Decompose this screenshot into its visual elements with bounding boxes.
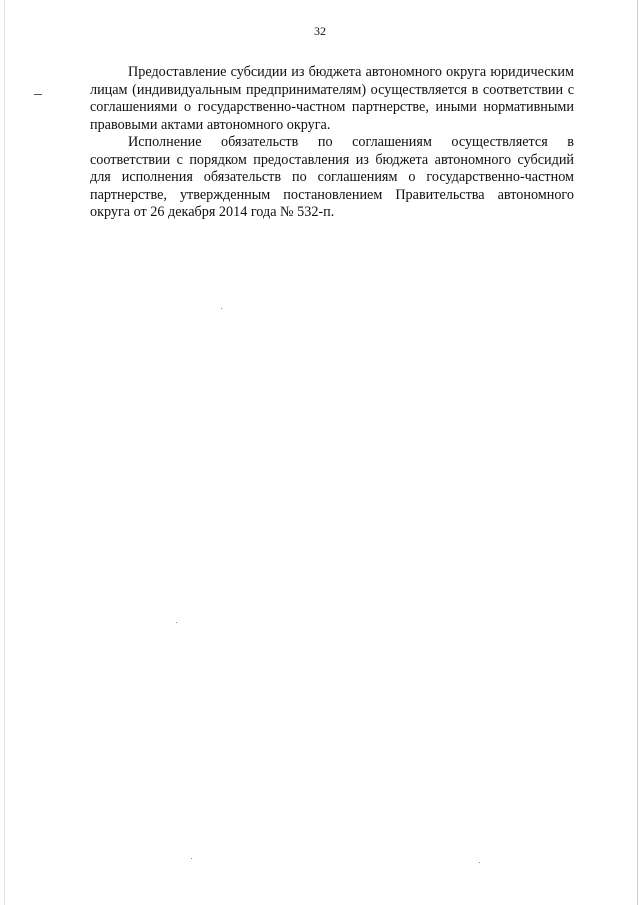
scan-speck <box>479 862 480 863</box>
scan-speck <box>221 308 222 309</box>
page-number: 32 <box>314 24 326 38</box>
paragraph-obligations-fulfillment: Исполнение обязательств по соглашениям осуществляется в соответствии с порядком предоставления из бюджета автономного субсидий для исполнения обязательств по соглашениям о государственно-частном партнерстве, утвержденным постановлением Правительства автономного округа от 26 декабря 2014 года № 532-п. <box>90 134 574 220</box>
paragraph-subsidy-provision: Предоставление субсидии из бюджета автономного округа юридическим лицам (индивидуальным предпринимателям) осуществляется в соответствии с соглашениями о государственно-частном партнерстве, иными нормативными правовыми актами автономного округа. <box>90 64 574 133</box>
scan-edge-right <box>637 0 638 905</box>
scan-speck <box>176 622 177 623</box>
margin-mark <box>34 94 42 95</box>
document-body <box>90 64 574 222</box>
scan-edge-left <box>4 0 5 905</box>
scan-speck <box>191 858 192 859</box>
